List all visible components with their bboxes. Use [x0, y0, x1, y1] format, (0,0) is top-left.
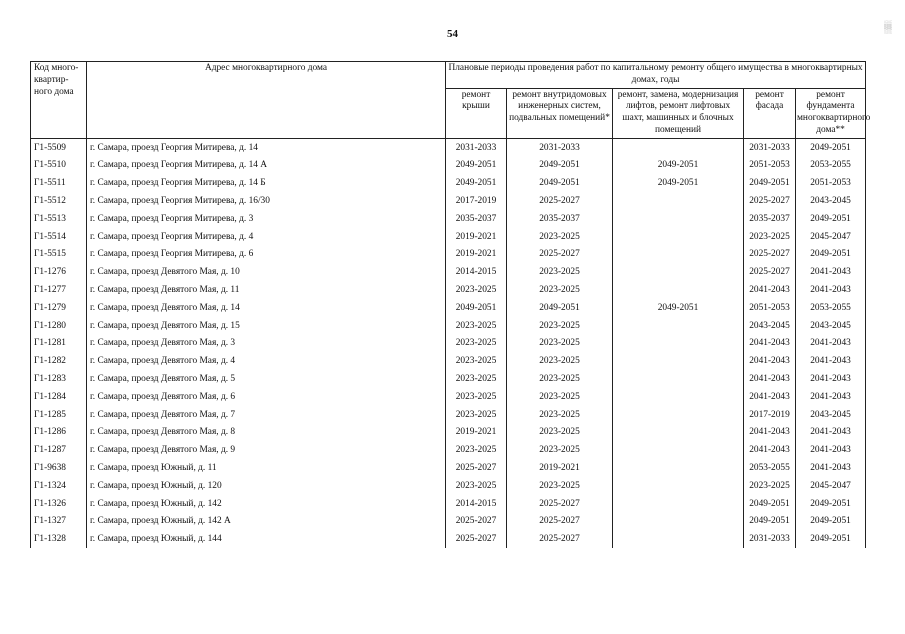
facade-cell: 2049-2051 — [744, 513, 796, 531]
facade-cell: 2025-2027 — [744, 263, 796, 281]
foundation-cell: 2045-2047 — [796, 477, 866, 495]
facade-cell: 2041-2043 — [744, 441, 796, 459]
lifts-cell — [613, 138, 744, 156]
engineering-cell: 2025-2027 — [507, 513, 613, 531]
address-cell: г. Самара, проезд Девятого Мая, д. 7 — [87, 406, 446, 424]
address-cell: г. Самара, проезд Георгия Митирева, д. 14 — [87, 138, 446, 156]
roof-cell: 2023-2025 — [446, 477, 507, 495]
foundation-cell: 2041-2043 — [796, 335, 866, 353]
facade-cell: 2031-2033 — [744, 138, 796, 156]
address-cell: г. Самара, проезд Южный, д. 142 А — [87, 513, 446, 531]
facade-cell: 2051-2053 — [744, 157, 796, 175]
lifts-cell — [613, 192, 744, 210]
table-body — [31, 138, 866, 548]
roof-cell: 2023-2025 — [446, 317, 507, 335]
facade-cell: 2025-2027 — [744, 246, 796, 264]
table-row — [31, 317, 866, 335]
lifts-cell — [613, 495, 744, 513]
roof-cell: 2049-2051 — [446, 299, 507, 317]
lifts-cell — [613, 263, 744, 281]
roof-cell: 2025-2027 — [446, 459, 507, 477]
engineering-cell: 2023-2025 — [507, 263, 613, 281]
lifts-cell — [613, 477, 744, 495]
address-cell: г. Самара, проезд Девятого Мая, д. 9 — [87, 441, 446, 459]
roof-cell: 2049-2051 — [446, 174, 507, 192]
code-cell: Г1-1326 — [31, 495, 87, 513]
facade-cell: 2041-2043 — [744, 424, 796, 442]
address-cell: г. Самара, проезд Георгия Митирева, д. 3 — [87, 210, 446, 228]
lifts-cell — [613, 441, 744, 459]
facade-cell: 2025-2027 — [744, 192, 796, 210]
roof-cell: 2031-2033 — [446, 138, 507, 156]
facade-cell: 2043-2045 — [744, 317, 796, 335]
roof-cell: 2019-2021 — [446, 228, 507, 246]
facade-cell: 2041-2043 — [744, 335, 796, 353]
lifts-cell — [613, 406, 744, 424]
table-row — [31, 388, 866, 406]
header-facade: ремонт фасада — [744, 88, 796, 138]
page-number: 54 — [447, 28, 458, 40]
facade-cell: 2049-2051 — [744, 495, 796, 513]
engineering-cell: 2023-2025 — [507, 317, 613, 335]
roof-cell: 2023-2025 — [446, 281, 507, 299]
roof-cell: 2014-2015 — [446, 495, 507, 513]
roof-cell: 2023-2025 — [446, 441, 507, 459]
code-cell: Г1-5515 — [31, 246, 87, 264]
table-row — [31, 495, 866, 513]
code-cell: Г1-1280 — [31, 317, 87, 335]
foundation-cell: 2043-2045 — [796, 317, 866, 335]
header-address: Адрес многоквартирного дома — [87, 62, 446, 139]
lifts-cell — [613, 352, 744, 370]
address-cell: г. Самара, проезд Георгия Митирева, д. 14 Б — [87, 174, 446, 192]
code-cell: Г1-1287 — [31, 441, 87, 459]
facade-cell: 2023-2025 — [744, 477, 796, 495]
foundation-cell: 2049-2051 — [796, 513, 866, 531]
table-row — [31, 299, 866, 317]
table-row — [31, 138, 866, 156]
header-row-top — [31, 62, 866, 89]
address-cell: г. Самара, проезд Георгия Митирева, д. 14 А — [87, 157, 446, 175]
roof-cell: 2025-2027 — [446, 530, 507, 548]
facade-cell: 2041-2043 — [744, 352, 796, 370]
address-cell: г. Самара, проезд Девятого Мая, д. 3 — [87, 335, 446, 353]
roof-cell: 2049-2051 — [446, 157, 507, 175]
lifts-cell — [613, 459, 744, 477]
engineering-cell: 2023-2025 — [507, 388, 613, 406]
address-cell: г. Самара, проезд Южный, д. 11 — [87, 459, 446, 477]
lifts-cell — [613, 530, 744, 548]
table-row — [31, 174, 866, 192]
roof-cell: 2035-2037 — [446, 210, 507, 228]
address-cell: г. Самара, проезд Девятого Мая, д. 11 — [87, 281, 446, 299]
table-row — [31, 228, 866, 246]
address-cell: г. Самара, проезд Георгия Митирева, д. 16/30 — [87, 192, 446, 210]
header-periods: Плановые периоды проведения работ по капитальному ремонту общего имущества в многоквартирных домах, годы — [446, 62, 866, 89]
foundation-cell: 2045-2047 — [796, 228, 866, 246]
code-cell: Г1-5514 — [31, 228, 87, 246]
foundation-cell: 2041-2043 — [796, 281, 866, 299]
lifts-cell — [613, 388, 744, 406]
address-cell: г. Самара, проезд Девятого Мая, д. 4 — [87, 352, 446, 370]
code-cell: Г1-1284 — [31, 388, 87, 406]
foundation-cell: 2043-2045 — [796, 192, 866, 210]
foundation-cell: 2043-2045 — [796, 406, 866, 424]
table-row — [31, 263, 866, 281]
foundation-cell: 2049-2051 — [796, 210, 866, 228]
lifts-cell — [613, 424, 744, 442]
table-row — [31, 424, 866, 442]
engineering-cell: 2023-2025 — [507, 441, 613, 459]
lifts-cell — [613, 317, 744, 335]
address-cell: г. Самара, проезд Георгия Митирева, д. 4 — [87, 228, 446, 246]
engineering-cell: 2023-2025 — [507, 406, 613, 424]
foundation-cell: 2049-2051 — [796, 138, 866, 156]
header-roof: ремонт крыши — [446, 88, 507, 138]
table-row — [31, 192, 866, 210]
header-lifts: ремонт, замена, модернизация лифтов, ремонт лифтовых шахт, машинных и блочных помещений — [613, 88, 744, 138]
facade-cell: 2017-2019 — [744, 406, 796, 424]
roof-cell: 2023-2025 — [446, 352, 507, 370]
code-cell: Г1-1283 — [31, 370, 87, 388]
lifts-cell — [613, 335, 744, 353]
engineering-cell: 2025-2027 — [507, 246, 613, 264]
roof-cell: 2023-2025 — [446, 335, 507, 353]
code-cell: Г1-1285 — [31, 406, 87, 424]
address-cell: г. Самара, проезд Южный, д. 120 — [87, 477, 446, 495]
roof-cell: 2014-2015 — [446, 263, 507, 281]
margin-stamp: ░▒░ — [884, 20, 892, 34]
code-cell: Г1-1286 — [31, 424, 87, 442]
table-row — [31, 246, 866, 264]
foundation-cell: 2049-2051 — [796, 246, 866, 264]
roof-cell: 2019-2021 — [446, 246, 507, 264]
code-cell: Г1-1327 — [31, 513, 87, 531]
roof-cell: 2025-2027 — [446, 513, 507, 531]
address-cell: г. Самара, проезд Георгия Митирева, д. 6 — [87, 246, 446, 264]
code-cell: Г1-5511 — [31, 174, 87, 192]
table-row — [31, 210, 866, 228]
table-row — [31, 352, 866, 370]
table-row — [31, 370, 866, 388]
foundation-cell: 2041-2043 — [796, 441, 866, 459]
code-cell: Г1-1282 — [31, 352, 87, 370]
facade-cell: 2041-2043 — [744, 370, 796, 388]
engineering-cell: 2023-2025 — [507, 424, 613, 442]
engineering-cell: 2023-2025 — [507, 281, 613, 299]
table-row — [31, 477, 866, 495]
engineering-cell: 2049-2051 — [507, 157, 613, 175]
table-row — [31, 513, 866, 531]
repair-schedule-table — [30, 61, 871, 548]
lifts-cell: 2049-2051 — [613, 299, 744, 317]
facade-cell: 2049-2051 — [744, 174, 796, 192]
header-engineering: ремонт внутридомовых инженерных систем, подвальных помещений* — [507, 88, 613, 138]
engineering-cell: 2023-2025 — [507, 352, 613, 370]
code-cell: Г1-5510 — [31, 157, 87, 175]
foundation-cell: 2053-2055 — [796, 299, 866, 317]
code-cell: Г1-1281 — [31, 335, 87, 353]
engineering-cell: 2031-2033 — [507, 138, 613, 156]
facade-cell: 2031-2033 — [744, 530, 796, 548]
lifts-cell — [613, 246, 744, 264]
code-cell: Г1-9638 — [31, 459, 87, 477]
table-row — [31, 281, 866, 299]
code-cell: Г1-5509 — [31, 138, 87, 156]
facade-cell: 2051-2053 — [744, 299, 796, 317]
code-cell: Г1-1277 — [31, 281, 87, 299]
facade-cell: 2041-2043 — [744, 388, 796, 406]
table-row — [31, 406, 866, 424]
code-cell: Г1-1279 — [31, 299, 87, 317]
engineering-cell: 2049-2051 — [507, 174, 613, 192]
table-header — [31, 62, 871, 139]
foundation-cell: 2049-2051 — [796, 530, 866, 548]
lifts-cell — [613, 210, 744, 228]
code-cell: Г1-1276 — [31, 263, 87, 281]
code-cell: Г1-1328 — [31, 530, 87, 548]
roof-cell: 2023-2025 — [446, 388, 507, 406]
header-foundation: ремонт фундамента многоквартирного дома** — [796, 88, 866, 138]
lifts-cell — [613, 281, 744, 299]
address-cell: г. Самара, проезд Девятого Мая, д. 15 — [87, 317, 446, 335]
lifts-cell — [613, 513, 744, 531]
table-row — [31, 530, 866, 548]
code-cell: Г1-1324 — [31, 477, 87, 495]
foundation-cell: 2051-2053 — [796, 174, 866, 192]
address-cell: г. Самара, проезд Южный, д. 142 — [87, 495, 446, 513]
engineering-cell: 2035-2037 — [507, 210, 613, 228]
table-row — [31, 441, 866, 459]
lifts-cell: 2049-2051 — [613, 174, 744, 192]
code-cell: Г1-5513 — [31, 210, 87, 228]
address-cell: г. Самара, проезд Девятого Мая, д. 10 — [87, 263, 446, 281]
header-code: Код много-квартир-ного дома — [31, 62, 87, 139]
foundation-cell: 2041-2043 — [796, 424, 866, 442]
foundation-cell: 2041-2043 — [796, 352, 866, 370]
facade-cell: 2041-2043 — [744, 281, 796, 299]
foundation-cell: 2041-2043 — [796, 370, 866, 388]
address-cell: г. Самара, проезд Девятого Мая, д. 5 — [87, 370, 446, 388]
address-cell: г. Самара, проезд Южный, д. 144 — [87, 530, 446, 548]
engineering-cell: 2025-2027 — [507, 192, 613, 210]
table-row — [31, 335, 866, 353]
roof-cell: 2017-2019 — [446, 192, 507, 210]
foundation-cell: 2041-2043 — [796, 459, 866, 477]
roof-cell: 2023-2025 — [446, 406, 507, 424]
table-row — [31, 459, 866, 477]
engineering-cell: 2025-2027 — [507, 495, 613, 513]
foundation-cell: 2041-2043 — [796, 388, 866, 406]
facade-cell: 2023-2025 — [744, 228, 796, 246]
lifts-cell — [613, 370, 744, 388]
engineering-cell: 2019-2021 — [507, 459, 613, 477]
foundation-cell: 2049-2051 — [796, 495, 866, 513]
engineering-cell: 2049-2051 — [507, 299, 613, 317]
engineering-cell: 2023-2025 — [507, 477, 613, 495]
foundation-cell: 2053-2055 — [796, 157, 866, 175]
roof-cell: 2023-2025 — [446, 370, 507, 388]
foundation-cell: 2041-2043 — [796, 263, 866, 281]
code-cell: Г1-5512 — [31, 192, 87, 210]
table-row — [31, 157, 866, 175]
address-cell: г. Самара, проезд Девятого Мая, д. 6 — [87, 388, 446, 406]
engineering-cell: 2023-2025 — [507, 228, 613, 246]
lifts-cell: 2049-2051 — [613, 157, 744, 175]
engineering-cell: 2023-2025 — [507, 370, 613, 388]
facade-cell: 2053-2055 — [744, 459, 796, 477]
roof-cell: 2019-2021 — [446, 424, 507, 442]
address-cell: г. Самара, проезд Девятого Мая, д. 14 — [87, 299, 446, 317]
engineering-cell: 2023-2025 — [507, 335, 613, 353]
lifts-cell — [613, 228, 744, 246]
address-cell: г. Самара, проезд Девятого Мая, д. 8 — [87, 424, 446, 442]
facade-cell: 2035-2037 — [744, 210, 796, 228]
engineering-cell: 2025-2027 — [507, 530, 613, 548]
